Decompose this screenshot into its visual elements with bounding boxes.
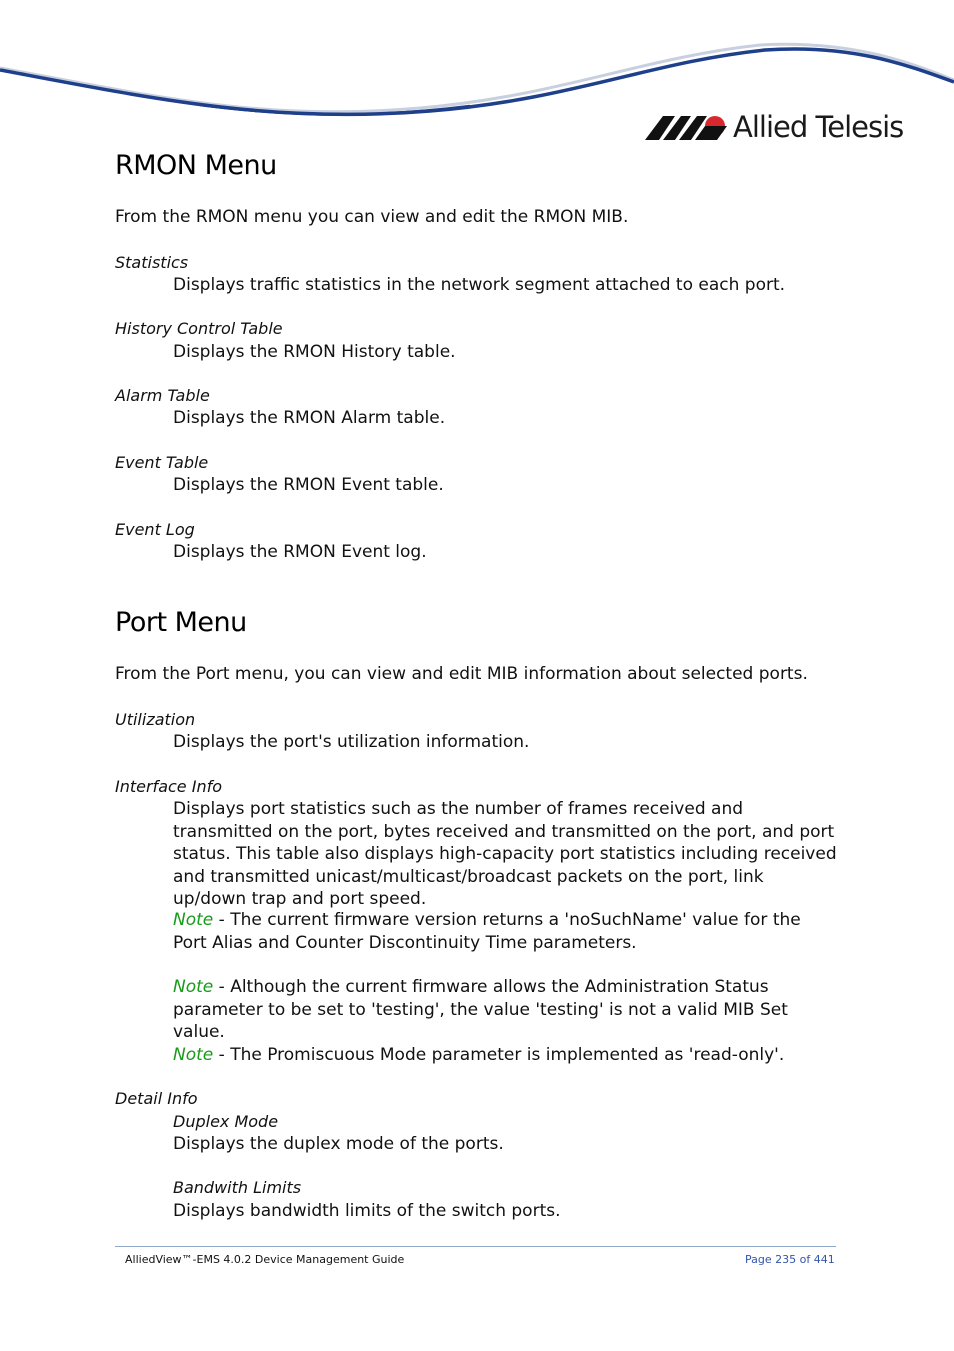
note-label: Note <box>173 977 214 997</box>
term-statistics: Statistics <box>115 253 189 272</box>
port-menu-heading: Port Menu <box>115 607 247 638</box>
note-text: - The Promiscuous Mode parameter is implemented as 'read-only'. <box>213 1045 785 1065</box>
desc-utilization: Displays the port's utilization information. <box>173 732 530 752</box>
desc-history-control-table: Displays the RMON History table. <box>173 342 456 362</box>
rmon-menu-heading: RMON Menu <box>115 150 277 181</box>
brand-name: Allied Telesis <box>733 110 904 144</box>
term-detail-info: Detail Info <box>115 1089 198 1108</box>
allied-telesis-logo <box>645 110 903 144</box>
desc-interface-info: Displays port statistics such as the number of frames received and transmitted on the port, bytes received and transmitted on the port, and port status. This table also displays high-capacity port statistics including received and transmitted unicast/multicast/broadcast packets on the port, link up/down trap and port speed. <box>173 799 837 909</box>
note-paragraph <box>173 976 838 1044</box>
term-history-control-table: History Control Table <box>115 319 283 338</box>
term-event-log: Event Log <box>115 520 195 539</box>
note-paragraph <box>173 1044 838 1067</box>
note-text: - The current firmware version returns a 'noSuchName' value for the Port Alias and Counter Discontinuity Time parameters. <box>173 910 801 953</box>
term-utilization: Utilization <box>115 710 196 729</box>
note-label: Note <box>173 1045 214 1065</box>
desc-bandwith-limits: Displays bandwidth limits of the switch ports. <box>173 1201 561 1221</box>
desc-duplex-mode: Displays the duplex mode of the ports. <box>173 1134 504 1154</box>
term-duplex-mode: Duplex Mode <box>173 1112 279 1131</box>
port-intro: From the Port menu, you can view and edit MIB information about selected ports. <box>115 664 808 684</box>
desc-event-log: Displays the RMON Event log. <box>173 542 427 562</box>
logo-mark-icon <box>645 112 727 142</box>
term-alarm-table: Alarm Table <box>115 386 210 405</box>
note-paragraph <box>173 909 838 954</box>
footer-page-number: Page 235 of 441 <box>745 1253 835 1266</box>
term-bandwith-limits: Bandwith Limits <box>173 1178 302 1197</box>
note-text: - Although the current firmware allows the Administration Status parameter to be set to 'testing', the value 'testing' is not a valid MIB Set value. <box>173 977 788 1042</box>
note-label: Note <box>173 910 214 930</box>
term-event-table: Event Table <box>115 453 209 472</box>
desc-statistics: Displays traffic statistics in the network segment attached to each port. <box>173 275 786 295</box>
term-interface-info: Interface Info <box>115 777 222 796</box>
desc-alarm-table: Displays the RMON Alarm table. <box>173 408 446 428</box>
footer-divider <box>115 1246 836 1247</box>
rmon-intro: From the RMON menu you can view and edit the RMON MIB. <box>115 207 629 227</box>
footer-guide-title: AlliedView™-EMS 4.0.2 Device Management Guide <box>125 1253 405 1266</box>
desc-event-table: Displays the RMON Event table. <box>173 475 444 495</box>
